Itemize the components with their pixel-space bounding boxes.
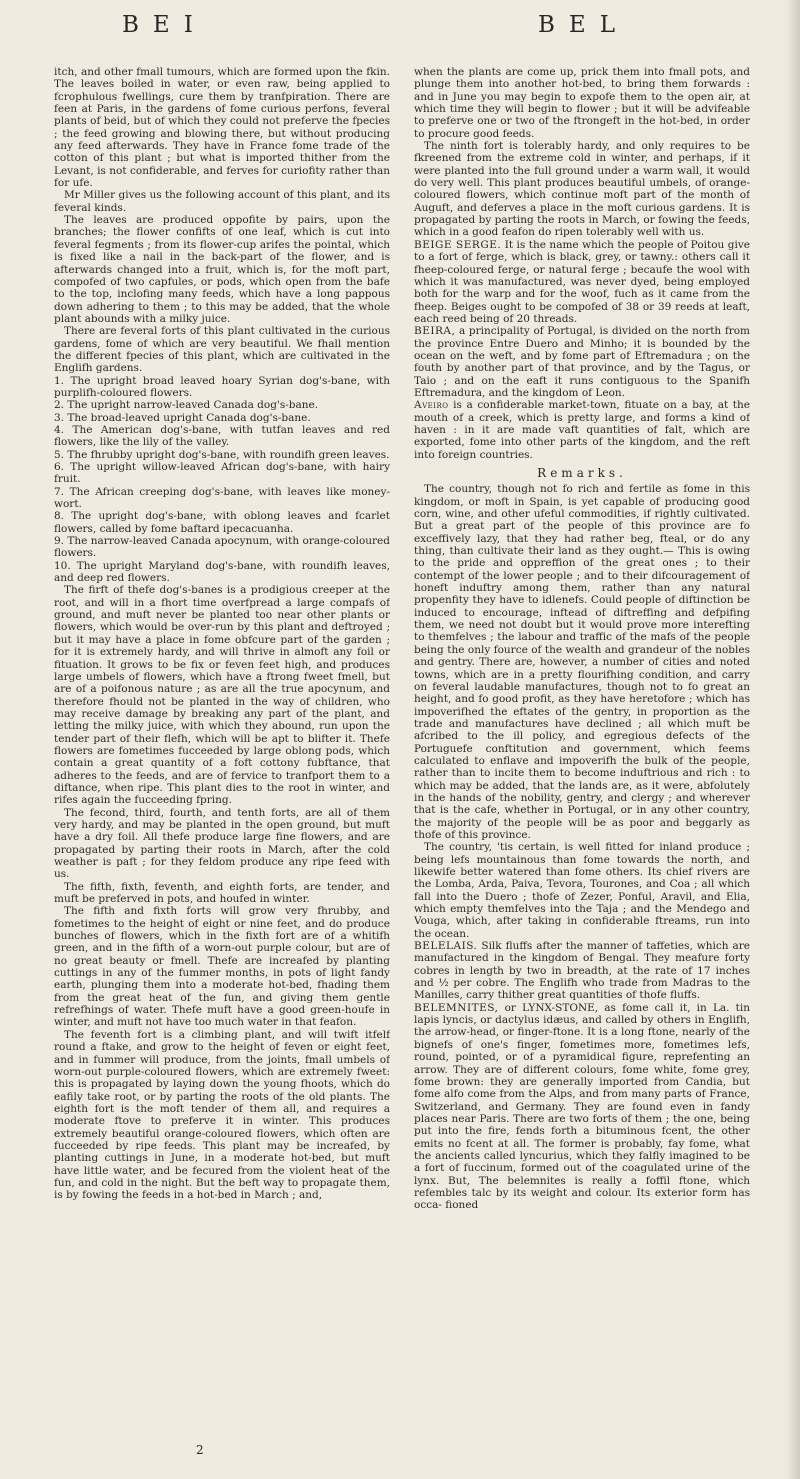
entry-term: BELEMNITES,	[414, 1001, 499, 1014]
entry-term: BELELAIS.	[414, 940, 478, 953]
list-item: 8. The upright dog's-bane, with oblong leaves and fcarlet flowers, called by fome baftard ipecacuanha.	[54, 510, 390, 535]
paragraph: The country, though not fo rich and fertile as fome in this kingdom, or moft in Spain, is yet capable of producing good corn, wine, and other ufeful commodities, if rightly cultivated. But a great part of the people of this province are fo exceffively lazy, that they had rather beg, fteal, or do any thing, than cultivate their land as they ought.— This is owing to the pride and oppreffion of the great ones ; to their contempt of the lower people ; and to their difcouragement of honeft induftry among them, rather than any natural propenfity they have to idlenefs. Could people of diftinction be induced to encourage, inftead of diftreffing and defpifing them, we need not doubt but it would prove more interefting to themfelves ; the labour and traffic of the mafs of the people being the only fource of the wealth and grandeur of the nobles and gentry. There are, however, a number of cities and noted towns, which are in a pretty flourifhing condition, and carry on feveral laudable manufactures, though not to fo great an height, and fo good profit, as they have heretofore ; which has impoverifhed the eftates of the gentry, in proportion as the trade and manufactures have declined ; all which muft be afcribed to the ill policy, and egregious defects of the Portuguefe conftitution and government, which feems calculated to enflave and impoverifh the bulk of the people, rather than to incite them to become induftrious and rich : to which may be added, that the lands are, as it were, abfolutely in the hands of the nobility, gentry, and clergy ; and wherever that is the cafe, whether in Portugal, or in any other country, the majority of the people will be as poor and beggarly as thofe of this province.	[414, 483, 750, 841]
list-item: 7. The African creeping dog's-bane, with leaves like money-wort.	[54, 485, 390, 511]
entry-text: It is the name which the people of Poitou give to a fort of ferge, which is black, grey, or tawny.: others call it fheep-coloured ferge, or natural ferge ; becaufe the wool with which it was manufactured, was never dyed, being employed both for the warp and for the woof, fuch as it came from the fheep. Beiges ought to be compofed of 38 or 39 reeds at leaft, each reed being of 20 threads.	[414, 238, 750, 325]
paragraph: The feventh fort is a climbing plant, and will twift itfelf round a ftake, and grow to the height of feven or eight feet, and in fummer will produce, from the joints, fmall umbels of worn-out purple-coloured flowers, which are extremely fweet: this is propagated by laying down the young fhoots, which do eafily take root, or by parting the roots of the old plants. The eighth fort is the moft tender of them all, and requires a moderate ftove to preferve it in winter. This produces extremely beautiful orange-coloured flowers, which often are fucceeded by ripe feeds. This plant may be increafed, by planting cuttings in June, in a moderate hot-bed, but muft have little water, and be fecured from the violent heat of the fun, and cold in the night. But the beft way to propagate them, is by fowing the feeds in a hot-bed in March ; and,	[54, 1028, 390, 1202]
list-item: 9. The narrow-leaved Canada apocynum, with orange-coloured flowers.	[54, 535, 390, 560]
paragraph: The fifth and fixth forts will grow very fhrubby, and fometimes to the height of eight or nine feet, and do produce bunches of flowers, which in the fixth fort are of a whitifh green, and in the fifth of a worn-out purple colour, but are of no great beauty or fmell. Thefe are increafed by planting cuttings in any of the fummer months, in pots of light fandy earth, plunging them into a moderate hot-bed, fhading them from the great heat of the fun, and giving them gentle refrefhings of water. Thefe muft have a good green-houfe in winter, and muft not have too much water in that feafon.	[54, 905, 390, 1029]
list-item: 6. The upright willow-leaved African dog's-bane, with hairy fruit.	[54, 461, 390, 486]
paragraph: The leaves are produced oppofite by pairs, upon the branches; the flower confifts of one leaf, which is cut into feveral fegments ; from its flower-cup arifes the pointal, which is fixed like a nail in the back-part of the flower, and is afterwards changed into a fruit, which is, for the moft part, compofed of two capfules, or pods, which open from the bafe to the top, inclofing many feeds, which have a long pappous down adhering to them ; to this may be added, that the whole plant abounds with a milky juice.	[54, 214, 390, 325]
paragraph: The ninth fort is tolerably hardy, and only requires to be fkreened from the extreme cold in winter, and perhaps, if it were planted into the full ground under a warm wall, it would do very well. This plant produces beautiful umbels, of orange-coloured flowers, which continue moft part of the month of Auguft, and deferves a place in the moft curious gardens. It is propagated by parting the roots in March, or fowing the feeds, which in a good feafon do ripen tolerably well with us.	[414, 140, 750, 239]
running-head-right: BEL	[538, 12, 629, 38]
entry-text: is a confiderable market-town, fituate on a bay, at the mouth of a creek, which is pretty large, and forms a kind of haven : in it are made vaft quantities of falt, which are exported, fome into other parts of the kingdom, and the reft into foreign countries.	[414, 399, 750, 461]
list-item: 1. The upright broad leaved hoary Syrian dog's-bane, with purplifh-coloured flowers.	[54, 374, 390, 399]
running-head	[0, 0, 800, 62]
paragraph: The country, 'tis certain, is well fitted for inland produce ; being lefs mountainous than fome towards the north, and likewife better watered than fome others. Its chief rivers are the Lomba, Arda, Paiva, Tevora, Tourones, and Coa ; all which fall into the Duero ; thofe of Zezer, Ponful, Aravil, and Elia, which empty themfelves into the Taja ; and the Mendego and Vouga, which, after taking in confiderable ftreams, run into the ocean.	[414, 841, 750, 940]
entry-aveiro	[414, 399, 750, 461]
paragraph: itch, and other fmall tumours, which are formed upon the fkin. The leaves boiled in water, or even raw, being applied to fcrophulous fwellings, cure them by tranfpiration. There are feen at Paris, in the gardens of fome curious perfons, feveral plants of beid, but of which they could not preferve the fpecies ; the feed growing and blowing there, but without producing any feed afterwards. They have in France fome trade of the cotton of this plant ; but what is imported thither from the Levant, is not confiderable, and ferves for curiofity rather than for ufe.	[54, 66, 390, 190]
paragraph: The fecond, third, fourth, and tenth forts, are all of them very hardy, and may be planted in the open ground, but muft have a dry foil. All thefe produce large fine flowers, and are propagated by parting their roots in March, after the cold weather is paft ; for they feldom produce any ripe feed with us.	[54, 806, 390, 881]
paragraph: The firft of thefe dog's-banes is a prodigious creeper at the root, and will in a fhort time overfpread a large compafs of ground, and muft never be planted too near other plants or flowers, which would be over-run by this plant and deftroyed ; but it may have a place in fome obfcure part of the garden ; for it is extremely hardy, and will thrive in almoft any foil or fituation. It grows to be fix or feven feet high, and produces large umbels of flowers, which have a ftrong fweet fmell, but are of a poifonous nature ; as are all the true apocynum, and therefore fhould not be planted in the way of children, who may receive damage by breaking any part of the plant, and letting the milky juice, with which they abound, run upon the tender part of their flefh, which will be apt to blifter it. Thefe flowers are fometimes fucceeded by large oblong pods, which contain a great quantity of a foft cottony fubftance, that adheres to the feeds, and are of fervice to tranfport them to a diftance, when ripe. This plant dies to the root in winter, and rifes again the fucceeding fpring.	[54, 584, 390, 807]
entry-term: Aveiro	[414, 399, 449, 412]
left-column	[54, 66, 390, 1426]
entry-text: a principality of Portugal, is divided on the north from the province Entre Duero and Minho; it is bounded by the ocean on the weft, and by fome part of Eftremadura ; on the fouth by another part of that province, and by the Tagus, or Taio ; and on the eaft it runs contiguous to the Spanifh Eftremadura, and the kingdom of Leon.	[414, 325, 750, 399]
list-item: 5. The fhrubby upright dog's-bane, with roundifh green leaves.	[54, 448, 390, 461]
paragraph: when the plants are come up, prick them into fmall pots, and plunge them into another hot-bed, to bring them forwards : and in June you may begin to expofe them to the open air, at which time they will begin to flower ; but it will be advifeable to preferve one or two of the ftrongeft in the hot-bed, in order to procure good feeds.	[414, 66, 750, 140]
list-item: 10. The upright Maryland dog's-bane, with roundifh leaves, and deep red flowers.	[54, 559, 390, 585]
remarks-heading: Remarks.	[537, 466, 627, 480]
list-item: 4. The American dog's-bane, with tutfan leaves and red flowers, like the lily of the valley.	[54, 423, 390, 449]
entry-term: BEIRA,	[414, 325, 456, 338]
entry-beira	[414, 325, 750, 399]
entry-beige-serge	[414, 239, 750, 325]
signature-mark: 2	[196, 1443, 204, 1457]
entry-belelais	[414, 940, 750, 1002]
running-head-left: BEI	[122, 12, 207, 38]
entry-term: BEIGE SERGE.	[414, 238, 502, 251]
entry-text: or LYNX-STONE, as fome call it, in La. tin lapis lyncis, or dactylus idæus, and called by others in Englifh, the arrow-head, or finger-ftone. It is a long ftone, nearly of the bignefs of one's finger, fometimes more, fometimes lefs, round, pointed, or of a pyramidical figure, reprefenting an arrow. They are of different colours, fome white, fome grey, fome brown: they are generally imported from Candia, but fome alfo come from the Alps, and from many parts of France, Switzerland, and Germany. They are found even in fandy places near Paris. There are two forts of them ; the one, being put into the fire, fends forth a bituminous fcent, the other emits no fcent at all. The former is probably, fay fome, what the ancients called lyncurius, which they falfly imagined to be a fort of fuccinum, formed out of the coagulated urine of the lynx. But, The belemnites is really a foffil ftone, which refembles talc by its weight and colour. Its exterior form has occa- fioned	[414, 1001, 750, 1212]
paragraph: There are feveral forts of this plant cultivated in the curious gardens, fome of which are very beautiful. We fhall mention the different fpecies of this plant, which are cultivated in the Englifh gardens.	[54, 325, 390, 375]
page-edge	[786, 0, 800, 1479]
paragraph: The fifth, fixth, feventh, and eighth forts, are tender, and muft be preferved in pots, and houfed in winter.	[54, 880, 390, 906]
list-item: 2. The upright narrow-leaved Canada dog's-bane.	[54, 399, 319, 412]
right-column	[414, 66, 750, 1426]
list-item: 3. The broad-leaved upright Canada dog's-bane.	[54, 411, 311, 424]
paragraph: Mr Miller gives us the following account of this plant, and its feveral kinds.	[54, 189, 390, 214]
entry-belemnites	[414, 1002, 750, 1212]
entry-text: Silk fluffs after the manner of taffeties, which are manufactured in the kingdom of Bengal. They meafure forty cobres in length by two in breadth, at the rate of 17 inches and ½ per cobre. The Englifh who trade from Madras to the Manilles, carry thither great quantities of thofe fluffs.	[414, 940, 750, 1002]
